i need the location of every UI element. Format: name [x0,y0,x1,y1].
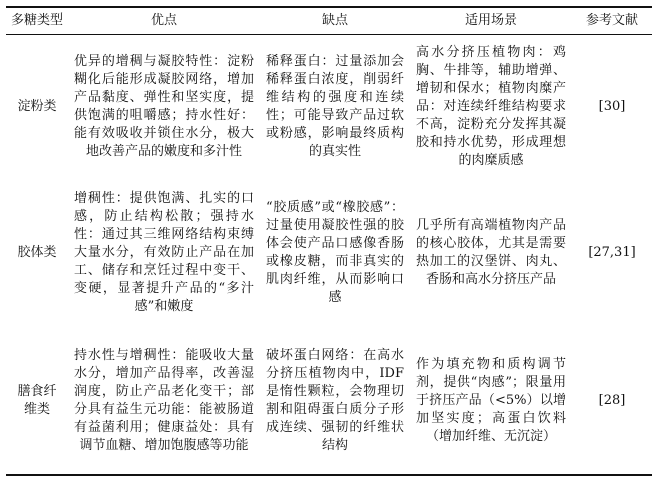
row-type-cell: 淀粉类 [17,99,57,114]
table-header-row [6,8,652,35]
row-disadvantages-cell: 稀释蛋白：过量添加会稀释蛋白浓度，削弱纤维结构的强度和连续性；可能导致产品过软或粉感，影响最终质构的真实性 [266,54,404,159]
comparison-table-container [6,6,652,476]
row-references-cell: [30] [598,99,626,114]
row-advantages-cell: 增稠性：提供饱满、扎实的口感，防止结构松散；强持水性：通过其三维网络结构束缚大量水分，有效防止产品在加工、储存和烹饪过程中变干、变硬，显著提升产品的“多汁感”和嫩度 [74,191,254,314]
table-row [6,179,652,327]
row-application-cell: 高水分挤压植物肉：鸡胸、牛排等，辅助增弹、增韧和保水；植物肉糜产品：对连续纤维结构要求不高，淀粉充分发挥其凝胶和持水优势，形成理想的肉糜质感 [416,45,566,168]
polysaccharide-comparison-table [6,8,652,475]
row-references-cell: [27,31] [588,245,636,260]
row-type-cell: 膳食纤维类 [17,384,57,417]
header-references: 参考文献 [572,8,652,35]
row-references-cell: [28] [598,393,626,408]
row-advantages-cell: 持水性与增稠性：能吸收大量水分，增加产品得率，改善湿润度，防止产品老化变干；部分具有益生元功能：能被肠道有益菌利用；健康益处：具有调节血糖、增加饱腹感等功能 [74,348,254,453]
table-row [6,35,652,180]
header-type: 多糖类型 [6,8,68,35]
row-application-cell: 几乎所有高端植物肉产品的核心胶体，尤其是需要热加工的汉堡饼、肉丸、香肠和高水分挤压产品 [416,218,566,287]
row-advantages-cell: 优异的增稠与凝胶特性：淀粉糊化后能形成凝胶网络，增加产品黏度、弹性和坚实度，提供饱满的咀嚼感；持水性好：能有效吸收并锁住水分，极大地改善产品的嫩度和多汁性 [74,54,254,159]
row-type-cell: 胶体类 [17,245,57,260]
table-row [6,327,652,475]
row-disadvantages-cell: 破坏蛋白网络：在高水分挤压植物肉中，IDF是惰性颗粒，会物理切割和阻碍蛋白质分子形成连续、强韧的纤维状结构 [266,348,404,453]
header-application: 适用场景 [410,8,572,35]
header-disadvantages: 缺点 [260,8,410,35]
row-disadvantages-cell: “胶质感”或“橡胶感”：过量使用凝胶性强的胶体会使产品口感像香肠或橡皮糖，而非真实的肌肉纤维，从而影响口感 [266,200,404,305]
row-application-cell: 作为填充物和质构调节剂，提供“肉感”；限量用于挤压产品（<5%）以增加坚实度；高蛋白饮料（增加纤维、无沉淀） [416,357,566,444]
header-advantages: 优点 [68,8,260,35]
